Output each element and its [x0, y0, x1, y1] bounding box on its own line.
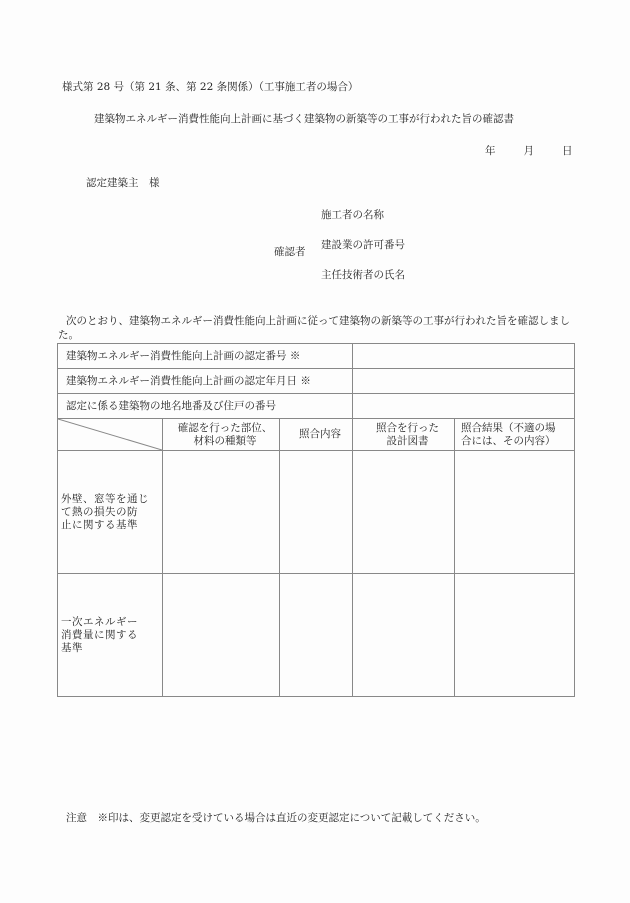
date-year: 年: [485, 145, 496, 157]
col-header-line: 設計図書: [386, 434, 429, 447]
document-title: 建築物エネルギー消費性能向上計画に基づく建築物の新築等の工事が行われた旨の確認書: [94, 113, 514, 125]
col-header-line: 材料の種類等: [193, 434, 257, 447]
date-line: [485, 143, 573, 158]
date-day: 日: [562, 145, 573, 157]
col-header-line: 照合結果（不適の場: [461, 421, 556, 434]
address-label: 認定に係る建築物の地名地番及び住戸の番号: [58, 394, 353, 419]
cell-drawings[interactable]: [353, 574, 455, 697]
cert-date-label: 建築物エネルギー消費性能向上計画の認定年月日 ※: [58, 369, 353, 394]
criterion-line: 外壁、窓等を通じ: [61, 492, 149, 505]
cell-drawings[interactable]: [353, 451, 455, 574]
chief-engineer-field: 主任技術者の氏名: [321, 269, 405, 281]
cell-parts[interactable]: [163, 574, 280, 697]
table-row: [58, 394, 575, 419]
col-header-result: [455, 419, 575, 451]
confirmer-label: 確認者: [274, 246, 306, 258]
cert-number-label: 建築物エネルギー消費性能向上計画の認定番号 ※: [58, 344, 353, 369]
cell-check-content[interactable]: [280, 574, 353, 697]
addressee: 認定建築主 様: [86, 177, 160, 189]
col-header-parts: [163, 419, 280, 451]
criterion-line: て熱の損失の防: [61, 505, 138, 518]
footnote: 注意 ※印は、変更認定を受けている場合は直近の変更認定について記載してください。: [66, 812, 486, 824]
table-row: [58, 369, 575, 394]
criterion-insulation: [58, 451, 163, 574]
table-header-row: [58, 419, 575, 451]
form-number: 様式第 28 号（第 21 条、第 22 条関係）（工事施工者の場合）: [62, 81, 359, 93]
col-header-line: 合には、その内容）: [461, 434, 556, 447]
cell-result[interactable]: [455, 451, 575, 574]
confirmation-table: [57, 343, 575, 697]
cert-number-value[interactable]: [353, 344, 575, 369]
address-value[interactable]: [353, 394, 575, 419]
col-header-line: 照合を行った: [376, 421, 440, 434]
col-header-drawings: [353, 419, 455, 451]
table-row: [58, 451, 575, 574]
col-header-line: 確認を行った部位、: [177, 421, 273, 434]
cell-result[interactable]: [455, 574, 575, 697]
table-row: [58, 344, 575, 369]
criterion-line: 消費量に関する: [61, 628, 138, 641]
criterion-line: 止に関する基準: [61, 518, 138, 531]
cert-date-value[interactable]: [353, 369, 575, 394]
cell-parts[interactable]: [163, 451, 280, 574]
criterion-primary-energy: [58, 574, 163, 697]
license-number-field: 建設業の許可番号: [321, 239, 405, 251]
table-row: [58, 574, 575, 697]
criterion-line: 一次エネルギー: [61, 615, 138, 628]
col-header-check-content: 照合内容: [280, 419, 353, 451]
criterion-line: 基準: [61, 641, 83, 654]
diagonal-header-cell: [58, 419, 163, 451]
contractor-name-field: 施工者の名称: [321, 209, 384, 221]
date-month: 月: [523, 145, 534, 157]
intro-text: 次のとおり、建築物エネルギー消費性能向上計画に従って建築物の新築等の工事が行われた旨を確認しました。: [58, 315, 570, 341]
cell-check-content[interactable]: [280, 451, 353, 574]
